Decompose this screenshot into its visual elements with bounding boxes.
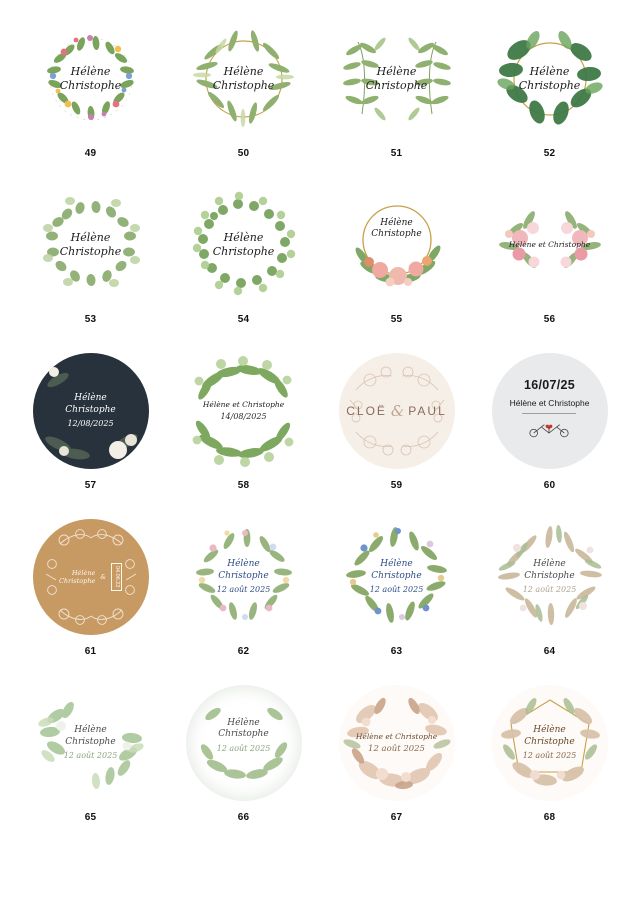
label-number-51: 51 bbox=[390, 148, 403, 159]
label-date-61: 04.06.22 bbox=[111, 563, 122, 590]
label-cell-50[interactable] bbox=[167, 18, 320, 184]
label-cell-68[interactable] bbox=[473, 682, 626, 848]
label-artwork-49 bbox=[30, 18, 152, 140]
label-number-63: 63 bbox=[390, 646, 403, 657]
label-line2-62: Christophe bbox=[218, 570, 269, 581]
label-cell-61[interactable] bbox=[14, 516, 167, 682]
label-cell-67[interactable] bbox=[320, 682, 473, 848]
label-line1-59: CLOË bbox=[346, 403, 387, 418]
wildflower-wreath-icon bbox=[30, 18, 152, 140]
label-line2-50: Christophe bbox=[212, 79, 275, 92]
label-number-64: 64 bbox=[543, 646, 556, 657]
label-cell-53[interactable] bbox=[14, 184, 167, 350]
label-cell-52[interactable] bbox=[473, 18, 626, 184]
label-cell-60[interactable] bbox=[473, 350, 626, 516]
label-line1-51: Hélène bbox=[376, 65, 417, 79]
gold-hoop-roses-icon bbox=[336, 184, 458, 306]
label-cell-62[interactable] bbox=[167, 516, 320, 682]
label-date-67: 12 août 2025 bbox=[368, 743, 425, 754]
label-artwork-63 bbox=[336, 516, 458, 638]
label-cell-54[interactable] bbox=[167, 184, 320, 350]
label-line2-65: Christophe bbox=[65, 736, 116, 747]
sphere-greenery-icon bbox=[183, 682, 305, 804]
label-cell-59[interactable] bbox=[320, 350, 473, 516]
label-line1-65: Hélène bbox=[74, 725, 107, 736]
label-artwork-58 bbox=[183, 350, 305, 472]
label-cell-66[interactable] bbox=[167, 682, 320, 848]
label-number-56: 56 bbox=[543, 314, 556, 325]
label-line1-57: Hélène bbox=[74, 393, 107, 404]
label-cell-49[interactable] bbox=[14, 18, 167, 184]
label-number-65: 65 bbox=[84, 812, 97, 823]
label-artwork-62 bbox=[183, 516, 305, 638]
label-artwork-54 bbox=[183, 184, 305, 306]
label-date-60: 16/07/25 bbox=[523, 378, 576, 393]
label-line1-62: Hélène bbox=[227, 559, 260, 570]
label-artwork-65 bbox=[30, 682, 152, 804]
label-date-64: 12 août 2025 bbox=[522, 584, 577, 594]
label-artwork-67 bbox=[336, 682, 458, 804]
leafy-branches-icon bbox=[336, 18, 458, 140]
label-number-58: 58 bbox=[237, 480, 250, 491]
label-line2-53: Christophe bbox=[59, 245, 122, 258]
label-line2-66: Christophe bbox=[218, 729, 269, 740]
label-cell-63[interactable] bbox=[320, 516, 473, 682]
label-line2-51: Christophe bbox=[365, 79, 428, 92]
label-line2-52: Christophe bbox=[518, 79, 581, 92]
label-line3-59: PAUL bbox=[408, 403, 447, 418]
label-line1-54: Hélène bbox=[223, 231, 264, 245]
label-amp-61: & bbox=[100, 572, 107, 581]
label-line1-61: Hélène bbox=[71, 568, 96, 577]
gold-ring-greenery-icon bbox=[183, 18, 305, 140]
label-line1-67: Hélène et Christophe bbox=[355, 731, 438, 741]
label-number-59: 59 bbox=[390, 480, 403, 491]
label-cell-51[interactable] bbox=[320, 18, 473, 184]
dry-grass-wreath-icon bbox=[489, 516, 611, 638]
label-artwork-50 bbox=[183, 18, 305, 140]
label-line1-63: Hélène bbox=[380, 559, 413, 570]
tropical-gold-circle-icon bbox=[489, 18, 611, 140]
label-number-55: 55 bbox=[390, 314, 403, 325]
label-line2-63: Christophe bbox=[371, 570, 422, 581]
label-artwork-56 bbox=[489, 184, 611, 306]
label-date-63: 12 août 2025 bbox=[369, 584, 424, 594]
label-number-50: 50 bbox=[237, 148, 250, 159]
label-line2-54: Christophe bbox=[212, 245, 275, 258]
label-line1-55: Hélène bbox=[380, 218, 413, 228]
label-line2-68: Christophe bbox=[524, 736, 575, 747]
dense-eucalyptus-wreath-icon bbox=[183, 184, 305, 306]
label-number-62: 62 bbox=[237, 646, 250, 657]
label-cell-58[interactable] bbox=[167, 350, 320, 516]
label-number-66: 66 bbox=[237, 812, 250, 823]
label-number-67: 67 bbox=[390, 812, 403, 823]
pink-rose-garland-icon bbox=[489, 184, 611, 306]
label-line1-49: Hélène bbox=[70, 65, 111, 79]
label-amp-59: & bbox=[390, 401, 405, 420]
line-flowers-icon bbox=[336, 350, 458, 472]
label-artwork-53 bbox=[30, 184, 152, 306]
label-line1-58: Hélène et Christophe bbox=[202, 399, 285, 409]
label-line1-53: Hélène bbox=[70, 231, 111, 245]
label-date-66: 12 août 2025 bbox=[216, 743, 271, 753]
label-line3-61: Christophe bbox=[58, 576, 96, 585]
label-number-57: 57 bbox=[84, 480, 97, 491]
label-date-58: 14/08/2025 bbox=[220, 412, 267, 422]
gold-geometric-pampas-icon bbox=[489, 682, 611, 804]
label-line2-60: Hélène et Christophe bbox=[509, 398, 590, 408]
label-artwork-52 bbox=[489, 18, 611, 140]
label-date-57: 12/08/2025 bbox=[67, 418, 114, 428]
label-cell-56[interactable] bbox=[473, 184, 626, 350]
label-line2-57: Christophe bbox=[65, 404, 116, 415]
label-cell-57[interactable] bbox=[14, 350, 167, 516]
eucalyptus-wreath-icon bbox=[30, 184, 152, 306]
label-line1-56: Hélène et Christophe bbox=[508, 240, 591, 250]
label-line2-55: Christophe bbox=[371, 229, 422, 240]
label-line2-49: Christophe bbox=[59, 79, 122, 92]
boho-pampas-icon bbox=[336, 682, 458, 804]
label-artwork-64 bbox=[489, 516, 611, 638]
kraft-floral-icon bbox=[30, 516, 152, 638]
soft-eucalyptus-corner-icon bbox=[30, 682, 152, 804]
label-number-49: 49 bbox=[84, 148, 97, 159]
label-artwork-55 bbox=[336, 184, 458, 306]
label-cell-64[interactable] bbox=[473, 516, 626, 682]
label-number-60: 60 bbox=[543, 480, 556, 491]
label-number-53: 53 bbox=[84, 314, 97, 325]
label-artwork-68 bbox=[489, 682, 611, 804]
label-line1-68: Hélène bbox=[533, 725, 566, 736]
label-date-65: 12 août 2025 bbox=[63, 750, 118, 760]
label-artwork-66 bbox=[183, 682, 305, 804]
labels-grid bbox=[14, 18, 626, 848]
label-number-61: 61 bbox=[84, 646, 97, 657]
label-number-68: 68 bbox=[543, 812, 556, 823]
label-line1-64: Hélène bbox=[533, 559, 566, 570]
pastel-wildflower-wreath-icon bbox=[183, 516, 305, 638]
label-line1-50: Hélène bbox=[223, 65, 264, 79]
label-date-62: 12 août 2025 bbox=[216, 584, 271, 594]
grey-disc bbox=[492, 353, 608, 469]
label-number-52: 52 bbox=[543, 148, 556, 159]
label-artwork-60 bbox=[489, 350, 611, 472]
label-cell-65[interactable] bbox=[14, 682, 167, 848]
label-artwork-51 bbox=[336, 18, 458, 140]
label-artwork-59 bbox=[336, 350, 458, 472]
label-artwork-61 bbox=[30, 516, 152, 638]
label-date-68: 12 août 2025 bbox=[522, 750, 577, 760]
label-line1-66: Hélène bbox=[227, 718, 260, 728]
label-cell-55[interactable] bbox=[320, 184, 473, 350]
label-artwork-57 bbox=[30, 350, 152, 472]
blue-wildflower-wreath-icon bbox=[336, 516, 458, 638]
label-line1-52: Hélène bbox=[529, 65, 570, 79]
label-number-54: 54 bbox=[237, 314, 250, 325]
label-line2-64: Christophe bbox=[524, 570, 575, 581]
greenery-top-bottom-icon bbox=[183, 350, 305, 472]
navy-floral-icon bbox=[30, 350, 152, 472]
